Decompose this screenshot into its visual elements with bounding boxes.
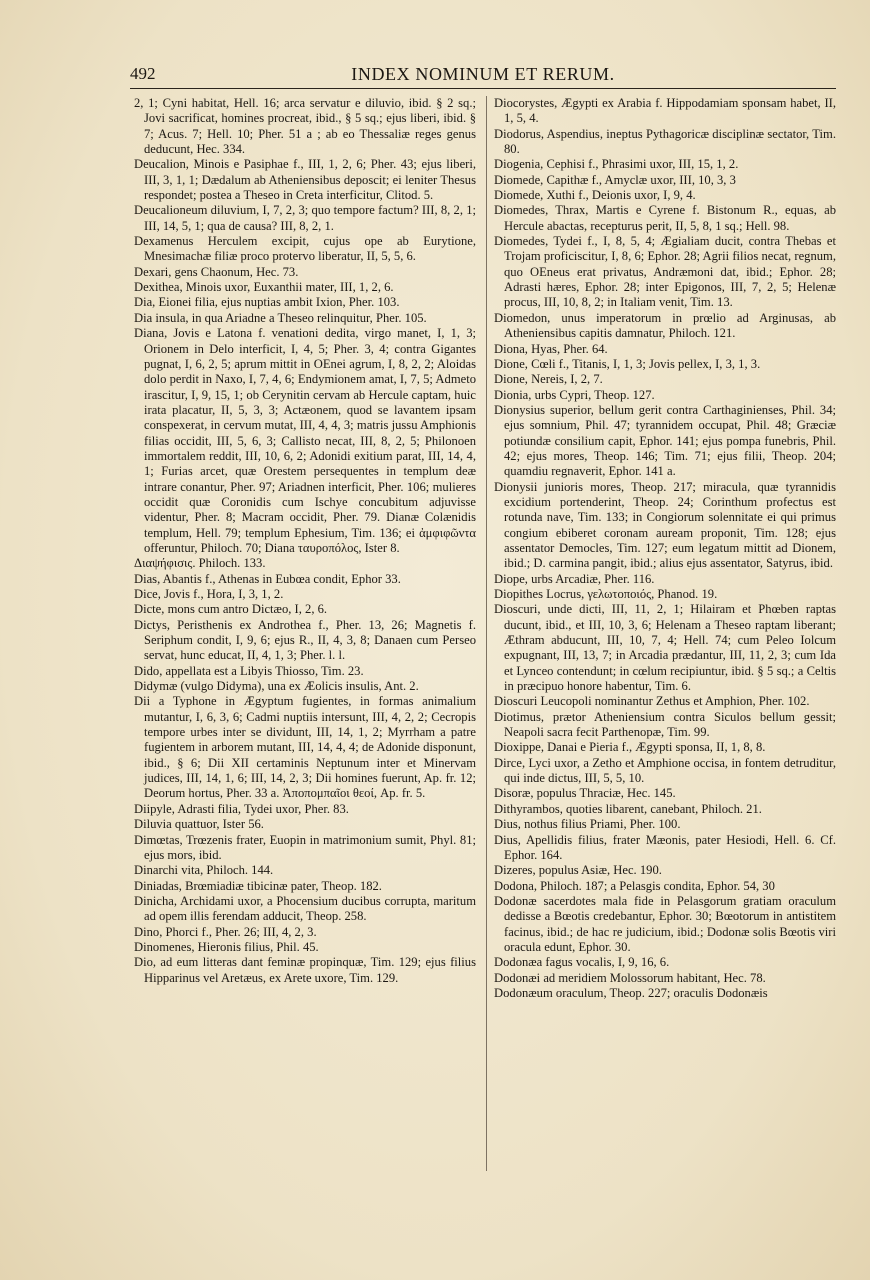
index-entry: Diodorus, Aspendius, ineptus Pythagoricæ disciplinæ sectator, Tim. 80.: [494, 126, 836, 157]
index-entry: Dizeres, populus Asiæ, Hec. 190.: [494, 863, 662, 878]
index-entry: Dius, nothus filius Priami, Pher. 100.: [494, 817, 681, 832]
index-entry: Dinomenes, Hieronis filius, Phil. 45.: [134, 939, 319, 954]
index-entry: Dione, Nereis, I, 2, 7.: [494, 372, 603, 387]
index-entry: Dimœtas, Trœzenis frater, Euopin in matrimonium sumit, Phyl. 81; ejus mors, ibid.: [134, 832, 476, 862]
index-entry: Diomede, Xuthi f., Deionis uxor, I, 9, 4.: [494, 188, 696, 203]
index-entry: Dio, ad eum litteras dant feminæ propinquæ, Tim. 129; ejus filius Hipparinus vel Aretæus, ex Arete uxore, Tim. 129.: [134, 955, 476, 985]
index-entry: Dodonæi ad meridiem Molossorum habitant, Hec. 78.: [494, 970, 766, 985]
index-entry: Dionysii junioris mores, Theop. 217; miracula, quæ tyrannidis excidium portenderint, Theop. 24; Corinthum profectus est rotunda nave, Tim. 133; in Congiorum solennitate ei qui primus congium ebiberet coronam auream proponit, Tim. 128; ejus assentator Democles, Tim. 127; eum legatum mittit ad Dionem, ibid.; D. carmina pangit, ibid.; alius ejus assentator, Satyrus, ibid.: [494, 479, 836, 571]
index-entry: Diocorystes, Ægypti ex Arabia f. Hippodamiam sponsam habet, II, 1, 5, 4.: [494, 96, 836, 126]
index-entry: Dia insula, in qua Ariadne a Theseo relinquitur, Pher. 105.: [134, 310, 427, 325]
index-entry: Dodonæ sacerdotes mala fide in Pelasgorum gratiam oraculum dedisse a Bœotis credebantur, Ephor. 30; Bœotorum in antistitem facinus, ibid.; de hac re judicium, ibid.; Dodonæ solis Bœotis viri oracula edunt, Ephor. 30.: [494, 893, 836, 954]
index-entry: Diana, Jovis e Latona f. venationi dedita, virgo manet, I, 1, 3; Orionem in Delo interficit, I, 4, 5; Pher. 3, 4; contra Gigantes pugnat, I, 6, 2, 5; aprum mittit in OEnei agrum, I, 8, 2, 2; Aloidas dolo perdit in Naxo, I, 7, 4, 6; Endymionem amat, I, 7, 5; Admeto irascitur, I, 9, 15, 1; ob Cerynitin cervam ab Hercule captam, huic irata placatur, II, 5, 3, 3; Actæonem, quod se lavantem ipsam conspexerat, in cervum mutat, III, 4, 4, 3; matris jussu Amphionis filias occidit, III, 5, 6, 3; Callisto necat, III, 8, 2, 5; Philonoen immortalem reddit, III, 10, 6, 2; Adonidi exitium parat, III, 14, 4, 1; Furias arcet, quæ Orestem persequentes in templum deæ intrare conantur, Pher. 97; Ariadnen interficit, Pher. 106; mulieres occidit quæ Coronidis cum Ischye concubitum adjuvisse videntur, Pher. 8; Macram occidit, Pher. 79. Dianæ Colænidis templum, Hell. 79; templum Ephesium, Tim. 136; ei ἀμφιφῶντα offeruntur, Philoch. 70; Diana ταυροπόλος, Ister 8.: [134, 326, 476, 555]
index-entry: Diluvia quattuor, Ister 56.: [134, 817, 264, 832]
header-rule: [130, 88, 836, 89]
index-entry: Diope, urbs Arcadiæ, Pher. 116.: [494, 571, 655, 586]
index-entry: Diomedon, unus imperatorum in prœlio ad Arginusas, ab Atheniensibus capitis damnatur, Philoch. 121.: [494, 310, 836, 341]
index-entry: Diipyle, Adrasti filia, Tydei uxor, Pher. 83.: [134, 801, 349, 816]
running-header: [130, 64, 836, 90]
index-entry: Diogenia, Cephisi f., Phrasimi uxor, III, 15, 1, 2.: [494, 157, 739, 172]
index-entry: Diona, Hyas, Pher. 64.: [494, 341, 608, 356]
index-entry: Diomede, Capithæ f., Amyclæ uxor, III, 10, 3, 3: [494, 172, 736, 187]
index-entry: Diotimus, prætor Atheniensium contra Siculos bellum gessit; Neapoli sacra fecit Parthenopæ, Tim. 99.: [494, 709, 836, 740]
index-entry: Deucalioneum diluvium, I, 7, 2, 3; quo tempore factum? III, 8, 2, 1; III, 14, 5, 1; qua de causa? III, 8, 2, 1.: [134, 203, 476, 233]
index-entry: Dirce, Lyci uxor, a Zetho et Amphione occisa, in fontem detruditur, qui inde dictus, III, 5, 5, 10.: [494, 755, 836, 786]
index-entry: Dexamenus Herculem excipit, cujus ope ab Eurytione, Mnesimachæ filiæ proco protervo liberatur, II, 5, 5, 6.: [134, 234, 476, 264]
index-entry: Dino, Phorci f., Pher. 26; III, 4, 2, 3.: [134, 924, 317, 939]
index-entry: Dinicha, Archidami uxor, a Phocensium ducibus corrupta, maritum ad opem illis ferendam adducit, Theop. 258.: [134, 893, 476, 924]
index-entry: Dias, Abantis f., Athenas in Eubœa condit, Ephor 33.: [134, 571, 401, 586]
index-entry: Dia, Eionei filia, ejus nuptias ambit Ixion, Pher. 103.: [134, 295, 400, 310]
column-divider: [486, 96, 487, 1171]
index-entry: Dice, Jovis f., Hora, I, 3, 1, 2.: [134, 587, 284, 601]
index-entry: Dicte, mons cum antro Dictæo, I, 2, 6.: [134, 602, 328, 617]
index-entry: Dodona, Philoch. 187; a Pelasgis condita, Ephor. 54, 30: [494, 878, 775, 893]
index-entry: Dictys, Peristhenis ex Androthea f., Pher. 13, 26; Magnetis f. Seriphum condit, I, 9, 6; ejus R., II, 4, 3, 8; Danaen cum Perseo servat, hunc educat, II, 4, 1, 3; Pher. l. l.: [134, 617, 476, 663]
index-entry: Διαψήφισις. Philoch. 133.: [134, 556, 266, 571]
index-entry: Dii a Typhone in Ægyptum fugientes, in formas animalium mutantur, I, 6, 3, 6; Cadmi nuptiis intersunt, III, 4, 2, 2; Cecropis tempore urbes inter se dividunt, III, 14, 1, 2; Myrrham a patre fugientem in arborem mutant, III, 14, 4, 4; de Adonide disponunt, ibid., § 6; Dii XII certaminis Neptunum inter et Minervam judices, III, 14, 1, 6; III, 14, 2, 3; Dii homines fuerunt, Ap. fr. 12; Deorum hortus, Pher. 33 a. Ἀποπομπαῖοι θεοί, Ap. fr. 5.: [134, 694, 476, 801]
index-entry: Deucalion, Minois e Pasiphae f., III, 1, 2, 6; Pher. 43; ejus liberi, III, 3, 1, 1; Dædalum ab Atheniensibus deposcit; ei leniter Thesus respondet; postea a Theseo in Creta interficitur, Clitod. 5.: [134, 157, 476, 203]
index-entry: Dido, appellata est a Libyis Thiosso, Tim. 23.: [134, 663, 364, 678]
index-entry: Diomedes, Tydei f., I, 8, 5, 4; Ægialiam ducit, contra Thebas et Trojam proficiscitur, I, 8, 6; Ephor. 28; Agrii filios necat, regnum, quo OEneus erat privatus, Andræmoni dat, ibid.; Ephor. 28; Adrasti hæres, Ephor. 28; inter Epigonos, III, 7, 2, 5; Helenæ procus, III, 10, 8, 2; in Italiam venit, Tim. 13.: [494, 234, 836, 310]
index-entry: Diomedes, Thrax, Martis e Cyrene f. Bistonum R., equas, ab Hercule abactas, recepturus perit, II, 5, 8, 1 sq.; Hell. 98.: [494, 203, 836, 233]
index-entry: Dodonæa fagus vocalis, I, 9, 16, 6.: [494, 955, 670, 970]
page-number: 492: [130, 64, 156, 83]
index-entry: Dionia, urbs Cypri, Theop. 127.: [494, 387, 655, 402]
index-entry: Dionysius superior, bellum gerit contra Carthaginienses, Phil. 34; ejus somnium, Phil. 47; tyrannidem occupat, Phil. 48; Græciæ potiundæ consilium capit, Ephor. 141; ejus pompa funebris, Phil. 42; ejus mores, Theop. 146; Tim. 71; ejus filii, Theop. 204; quamdiu regnaverit, Ephor. 141 a.: [494, 402, 836, 479]
index-column-left: [134, 96, 476, 986]
index-entry: Disoræ, populus Thraciæ, Hec. 145.: [494, 786, 676, 801]
index-entry: Dioxippe, Danai e Pieria f., Ægypti sponsa, II, 1, 8, 8.: [494, 740, 766, 755]
index-entry: Dioscuri, unde dicti, III, 11, 2, 1; Hilairam et Phœben raptas ducunt, ibid., et III, 10, 3, 6; Helenam a Theseo raptam liberant; Æthram abducunt, III, 10, 7, 4; Hell. 74; cum Peleo Iolcum expugnant, III, 13, 7; in Arcadia prædantur, III, 11, 2, 3; cum Ida et Lynceo contendunt; in cœlum recipiuntur, ibid. § 5 sq.; a Celtis in præcipuo honore habentur, Tim. 6.: [494, 602, 836, 694]
index-entry: Dexari, gens Chaonum, Hec. 73.: [134, 264, 299, 279]
index-entry: Dithyrambos, quoties libarent, canebant, Philoch. 21.: [494, 801, 762, 816]
running-title: INDEX NOMINUM ET RERUM.: [351, 64, 615, 84]
index-entry: 2, 1; Cyni habitat, Hell. 16; arca servatur e diluvio, ibid. § 2 sq.; Jovi sacrificat, homines procreat, ibid., § 5 sq.; ejus liberi, ibid. § 7; Acus. 7; Hell. 10; Pher. 51 a ; ab eo Thessaliæ reges genus deducunt, Hec. 334.: [134, 96, 476, 157]
index-column-right: [494, 96, 836, 1001]
index-entry: Diniadas, Brœmiadiæ tibicinæ pater, Theop. 182.: [134, 878, 382, 893]
index-entry: Dinarchi vita, Philoch. 144.: [134, 863, 274, 878]
index-entry: Dioscuri Leucopoli nominantur Zethus et Amphion, Pher. 102.: [494, 694, 810, 709]
index-entry: Dione, Cœli f., Titanis, I, 1, 3; Jovis pellex, I, 3, 1, 3.: [494, 356, 761, 371]
index-entry: Didymæ (vulgo Didyma), una ex Æolicis insulis, Ant. 2.: [134, 679, 419, 694]
index-entry: Diopithes Locrus, γελωτοποιός, Phanod. 19.: [494, 587, 718, 601]
index-entry: Dius, Apellidis filius, frater Mæonis, pater Hesiodi, Hell. 6. Cf. Ephor. 164.: [494, 832, 836, 862]
index-entry: Dodonæum oraculum, Theop. 227; oraculis Dodonæis: [494, 985, 768, 1000]
index-entry: Dexithea, Minois uxor, Euxanthii mater, III, 1, 2, 6.: [134, 280, 394, 295]
